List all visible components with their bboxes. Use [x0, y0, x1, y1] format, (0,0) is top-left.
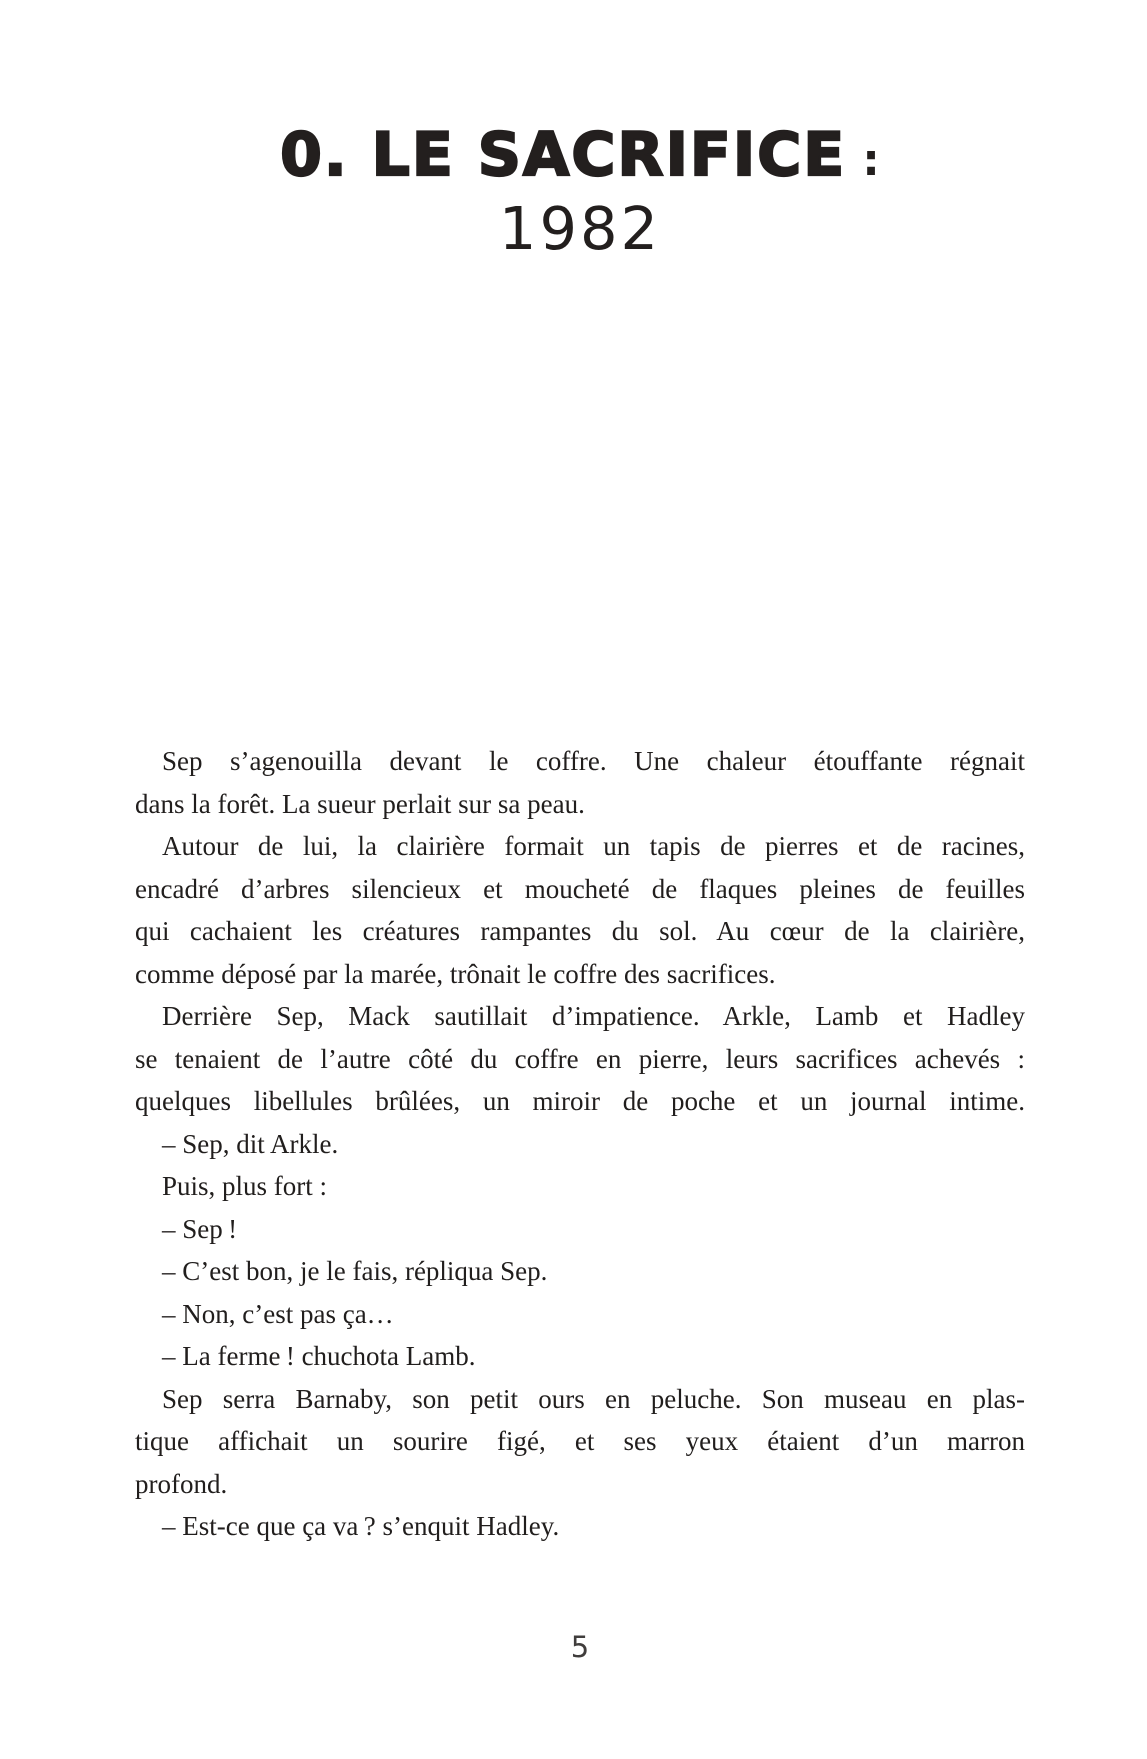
paragraph	[135, 740, 1025, 825]
text-line: qui cachaient les créatures rampantes du sol. Au cœur de la clairière,	[135, 916, 1025, 946]
paragraph	[135, 995, 1025, 1123]
paragraph	[135, 1505, 1025, 1548]
chapter-title-text: 0. LE SACRIFICE	[280, 120, 847, 190]
body-text	[135, 740, 1025, 1548]
text-line: Sep serra Barnaby, son petit ours en peluche. Son museau en plas-	[162, 1383, 1025, 1414]
paragraph	[135, 1250, 1025, 1293]
chapter-title	[135, 122, 1025, 194]
paragraph	[135, 1165, 1025, 1208]
text-line: – La ferme ! chuchota Lamb.	[162, 1341, 476, 1371]
paragraph	[135, 1208, 1025, 1251]
page-number: 5	[570, 1630, 590, 1664]
text-line: tique affichait un sourire figé, et ses yeux étaient d’un marron	[135, 1426, 1025, 1456]
text-line: quelques libellules brûlées, un miroir de poche et un journal intime.	[135, 1086, 1025, 1116]
text-line: Puis, plus fort :	[162, 1171, 328, 1201]
paragraph	[135, 1378, 1025, 1506]
text-line: encadré d’arbres silencieux et moucheté de flaques pleines de feuilles	[135, 873, 1025, 904]
text-line: Derrière Sep, Mack sautillait d’impatience. Arkle, Lamb et Hadley	[162, 1001, 1025, 1031]
text-line: Autour de lui, la clairière formait un tapis de pierres et de racines,	[162, 831, 1025, 861]
paragraph	[135, 1335, 1025, 1378]
text-line: profond.	[135, 1468, 228, 1499]
text-line: Sep s’agenouilla devant le coffre. Une chaleur étouffante régnait	[162, 746, 1025, 776]
text-line: – Sep, dit Arkle.	[162, 1128, 339, 1159]
text-line: comme déposé par la marée, trônait le coffre des sacrifices.	[135, 958, 776, 989]
text-line: se tenaient de l’autre côté du coffre en pierre, leurs sacrifices achevés :	[135, 1043, 1025, 1074]
text-line: – Est-ce que ça va ? s’enquit Hadley.	[162, 1511, 560, 1541]
text-line: – Sep !	[162, 1213, 238, 1244]
paragraph	[135, 825, 1025, 995]
text-line: dans la forêt. La sueur perlait sur sa peau.	[135, 788, 585, 819]
text-line: – Non, c’est pas ça…	[162, 1298, 394, 1329]
chapter-heading	[135, 120, 1025, 263]
chapter-year: 1982	[498, 194, 662, 263]
paragraph	[135, 1123, 1025, 1166]
text-line: – C’est bon, je le fais, répliqua Sep.	[162, 1256, 548, 1286]
chapter-title-colon: :	[862, 135, 880, 186]
paragraph	[135, 1293, 1025, 1336]
